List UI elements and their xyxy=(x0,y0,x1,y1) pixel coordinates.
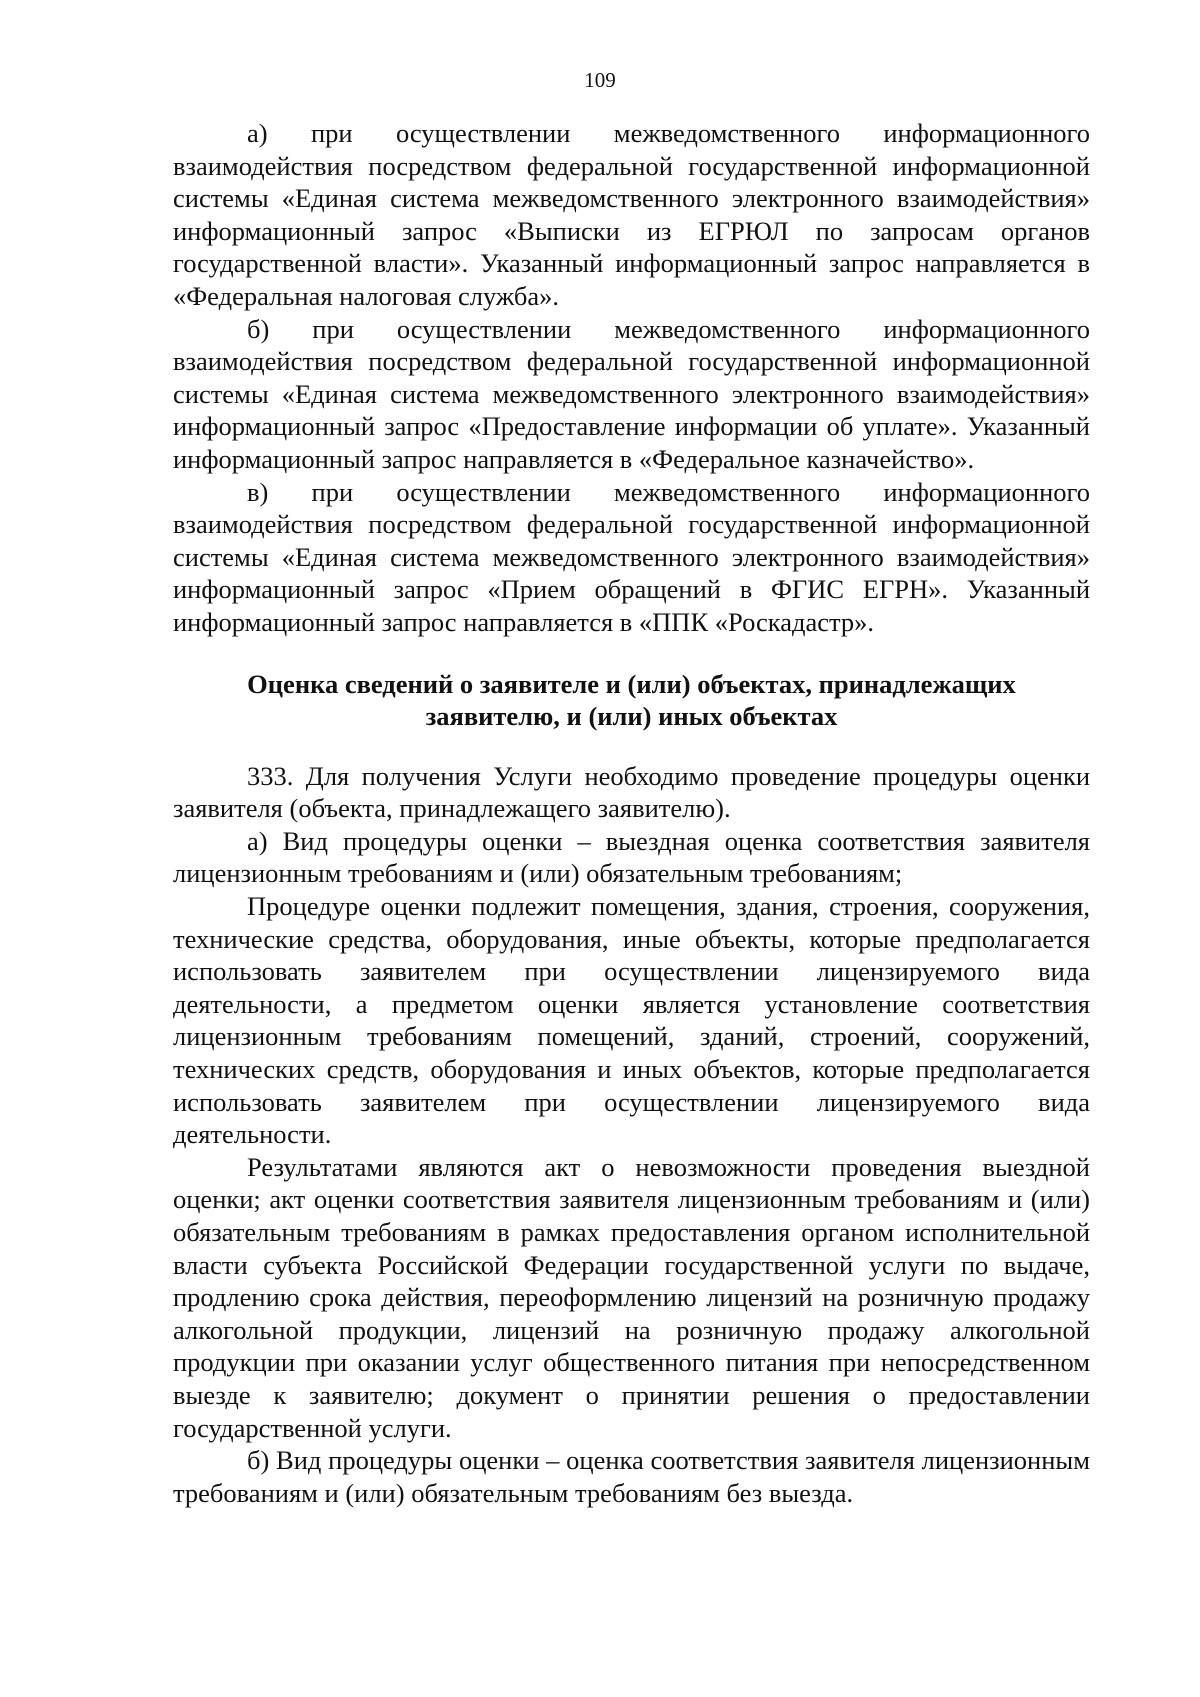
paragraph-interaction-treasury: б) при осуществлении межведомственного информационного взаимодействия посредством федеральной государственной информационной системы «Единая система межведомственного электронного взаимодействия» информационный запрос «Предоставление информации об уплате». Указанный информационный запрос направляется в «Федеральное казначейство». xyxy=(173,313,1090,474)
section-heading-line-1: Оценка сведений о заявителе и (или) объектах, принадлежащих xyxy=(247,668,1016,699)
paragraph-333: 333. Для получения Услуги необходимо проведение процедуры оценки заявителя (объекта, принадлежащего заявителю). xyxy=(173,760,1090,824)
paragraph-evaluation-type-a: а) Вид процедуры оценки – выездная оценка соответствия заявителя лицензионным требованиям и (или) обязательным требованиям; xyxy=(173,825,1090,889)
paragraph-interaction-fns: а) при осуществлении межведомственного информационного взаимодействия посредством федеральной государственной информационной системы «Единая система межведомственного электронного взаимодействия» информационный запрос «Выписки из ЕГРЮЛ по запросам органов государственной власти». Указанный информационный запрос направляется в «Федеральная налоговая служба». xyxy=(173,118,1090,311)
paragraph-evaluation-type-b: б) Вид процедуры оценки – оценка соответствия заявителя лицензионным требованиям и (или) обязательным требованиям без выезда. xyxy=(173,1445,1090,1508)
section-heading xyxy=(173,668,1090,733)
document-body xyxy=(173,117,1090,1509)
page-number: 109 xyxy=(584,68,616,92)
paragraph-interaction-roskadastr: в) при осуществлении межведомственного информационного взаимодействия посредством федеральной государственной информационной системы «Единая система межведомственного электронного взаимодействия» информационный запрос «Прием обращений в ФГИС ЕГРН». Указанный информационный запрос направляется в «ППК «Роскадастр». xyxy=(173,476,1090,637)
section-heading-line-2: заявителю, и (или) иных объектах xyxy=(425,701,838,732)
paragraph-evaluation-subject: Процедуре оценки подлежит помещения, здания, строения, сооружения, технические средства, оборудования, иные объекты, которые предполагается использовать заявителем при осуществлении лицензируемого вида деятельности, а предметом оценки является установление соответствия лицензионным требованиям помещений, зданий, строений, сооружений, технических средств, оборудования и иных объектов, которые предполагается использовать заявителем при осуществлении лицензируемого вида деятельности. xyxy=(173,891,1090,1150)
paragraph-evaluation-results: Результатами являются акт о невозможности проведения выездной оценки; акт оценки соответствия заявителя лицензионным требованиям и (или) обязательным требованиям в рамках предоставления органом исполнительной власти субъекта Российской Федерации государственной услуги по выдаче, продлению срока действия, переоформлению лицензий на розничную продажу алкогольной продукции, лицензий на розничную продажу алкогольной продукции при оказании услуг общественного питания при непосредственном выезде к заявителю; документ о принятии решения о предоставлении государственной услуги. xyxy=(173,1151,1090,1443)
